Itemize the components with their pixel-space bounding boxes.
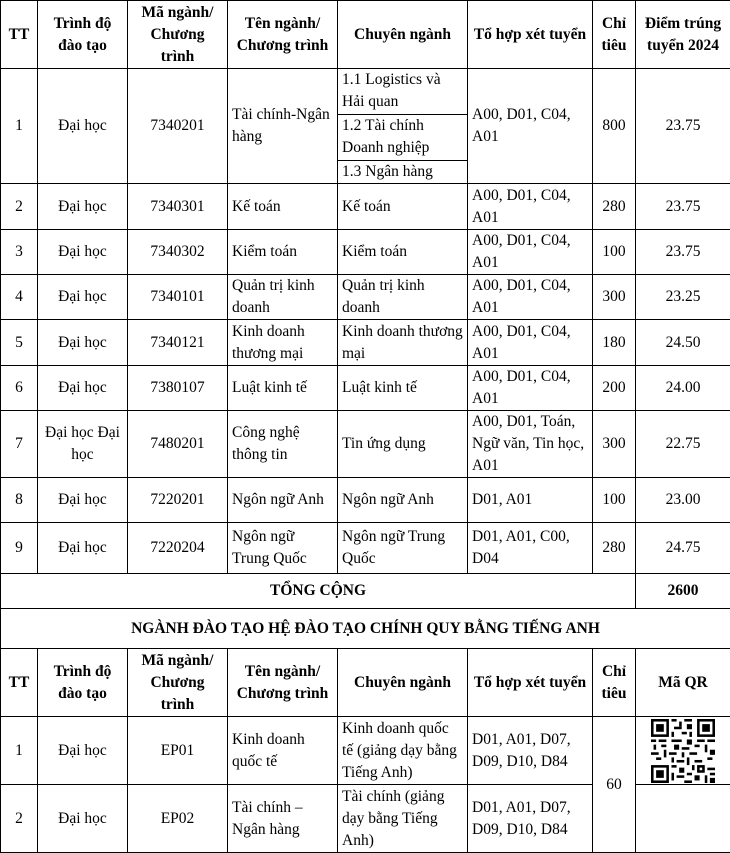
row-name: Kinh doanh quốc tế [228, 717, 338, 785]
row-tt: 5 [1, 320, 38, 366]
row-combo: A00, D01, Toán, Ngữ văn, Tin học, A01 [468, 411, 593, 478]
row-code: EP02 [128, 785, 228, 853]
table-row [1, 523, 730, 574]
row-name: Kinh doanh thương mại [228, 320, 338, 366]
table-row [1, 184, 730, 230]
header-spec: Chuyên ngành [338, 649, 468, 717]
row-level: Đại học [38, 717, 128, 785]
table-row [1, 69, 730, 184]
row-level: Đại học [38, 523, 128, 574]
row-combo: A00, D01, C04, A01 [468, 366, 593, 411]
row-score: 24.50 [636, 320, 730, 366]
row-spec: Tin ứng dụng [338, 411, 468, 478]
row-score: 23.75 [636, 184, 730, 230]
qr-cell-empty [636, 785, 730, 853]
table-row [1, 411, 730, 478]
row-code: 7340101 [128, 275, 228, 320]
row-score: 22.75 [636, 411, 730, 478]
row-quota: 300 [593, 411, 636, 478]
spec-item: 1.1 Logistics và Hải quan [338, 69, 467, 115]
header-level: Trình độ đào tạo [38, 1, 128, 69]
row-spec: Quản trị kinh doanh [338, 275, 468, 320]
row-tt: 2 [1, 785, 38, 853]
spec-item: 1.3 Ngân hàng [342, 163, 433, 180]
row-code: 7220204 [128, 523, 228, 574]
row-code: 7340201 [128, 69, 228, 184]
row-tt: 8 [1, 478, 38, 523]
total-value: 2600 [636, 574, 730, 609]
row-spec: Luật kinh tế [338, 366, 468, 411]
row-name: Quản trị kinh doanh [228, 275, 338, 320]
table-row [1, 478, 730, 523]
row-name: Kiểm toán [228, 230, 338, 275]
header-combo: Tổ hợp xét tuyển [468, 649, 593, 717]
header-code: Mã ngành/ Chương trình [128, 1, 228, 69]
row-quota: 280 [593, 184, 636, 230]
row-quota: 800 [593, 69, 636, 184]
row-tt: 1 [1, 717, 38, 785]
header-tt: TT [1, 1, 38, 69]
row-combo: A00, D01, C04, A01 [468, 230, 593, 275]
total-label: TỔNG CỘNG [1, 574, 636, 609]
header-tt: TT [1, 649, 38, 717]
row-code: 7220201 [128, 478, 228, 523]
row-quota: 180 [593, 320, 636, 366]
row-spec: Ngôn ngữ Anh [338, 478, 468, 523]
header-row-2 [1, 649, 730, 717]
row-level: Đại học [38, 785, 128, 853]
header-spec: Chuyên ngành [338, 1, 468, 69]
row-combo: D01, A01 [468, 478, 593, 523]
row-quota: 100 [593, 478, 636, 523]
row-combo: A00, D01, C04, A01 [468, 184, 593, 230]
row-score: 23.00 [636, 478, 730, 523]
section-title: NGÀNH ĐÀO TẠO HỆ ĐÀO TẠO CHÍNH QUY BẰNG TIẾNG ANH [1, 609, 730, 649]
row-name: Luật kinh tế [228, 366, 338, 411]
qr-code-icon[interactable] [651, 719, 715, 783]
row-name: Ngôn ngữ Anh [228, 478, 338, 523]
header-qr: Mã QR [636, 649, 730, 717]
row-level: Đại học [38, 366, 128, 411]
row-quota: 200 [593, 366, 636, 411]
header-level: Trình độ đào tạo [38, 649, 128, 717]
row-level: Đại học [38, 275, 128, 320]
section-title-row [1, 609, 730, 649]
spec-item: 1.2 Tài chính Doanh nghiệp [338, 115, 467, 161]
row-spec: Kiểm toán [338, 230, 468, 275]
row-name: Công nghệ thông tin [228, 411, 338, 478]
header-name: Tên ngành/ Chương trình [228, 1, 338, 69]
header-quota: Chỉ tiêu [593, 1, 636, 69]
row-quota: 60 [593, 717, 636, 853]
row-code: EP01 [128, 717, 228, 785]
header-combo: Tổ hợp xét tuyển [468, 1, 593, 69]
header-score: Điểm trúng tuyển 2024 [636, 1, 730, 69]
row-spec: Kinh doanh thương mại [338, 320, 468, 366]
row-quota: 280 [593, 523, 636, 574]
row-score: 23.25 [636, 275, 730, 320]
row-score: 23.75 [636, 69, 730, 184]
row-code: 7340302 [128, 230, 228, 275]
row-score: 23.75 [636, 230, 730, 275]
row-quota: 300 [593, 275, 636, 320]
row-tt: 7 [1, 411, 38, 478]
header-code: Mã ngành/ Chương trình [128, 649, 228, 717]
row-combo: A00, D01, C04, A01 [468, 275, 593, 320]
header-quota: Chỉ tiêu [593, 649, 636, 717]
row-name: Tài chính – Ngân hàng [228, 785, 338, 853]
row-code: 7380107 [128, 366, 228, 411]
header-row [1, 1, 730, 69]
row-tt: 1 [1, 69, 38, 184]
table-row [1, 230, 730, 275]
row-spec [338, 69, 468, 184]
row-level: Đại học Đại học [38, 411, 128, 478]
row-quota: 100 [593, 230, 636, 275]
table-row [1, 320, 730, 366]
row-score: 24.75 [636, 523, 730, 574]
row-tt: 3 [1, 230, 38, 275]
row-tt: 2 [1, 184, 38, 230]
row-score: 24.00 [636, 366, 730, 411]
row-combo: A00, D01, C04, A01 [468, 320, 593, 366]
row-name: Ngôn ngữ Trung Quốc [228, 523, 338, 574]
row-combo: D01, A01, D07, D09, D10, D84 [468, 785, 593, 853]
row-spec: Kinh doanh quốc tế (giảng dạy bằng Tiếng Anh) [338, 717, 468, 785]
table-row [1, 717, 730, 785]
header-name: Tên ngành/ Chương trình [228, 649, 338, 717]
row-name: Kế toán [228, 184, 338, 230]
table-row [1, 275, 730, 320]
row-spec: Tài chính (giảng dạy bằng Tiếng Anh) [338, 785, 468, 853]
row-combo: A00, D01, C04, A01 [468, 69, 593, 184]
row-level: Đại học [38, 69, 128, 184]
row-level: Đại học [38, 320, 128, 366]
row-code: 7340301 [128, 184, 228, 230]
row-tt: 9 [1, 523, 38, 574]
row-name: Tài chính-Ngân hàng [228, 69, 338, 184]
total-row [1, 574, 730, 609]
qr-cell [636, 717, 730, 785]
row-level: Đại học [38, 184, 128, 230]
row-tt: 4 [1, 275, 38, 320]
row-combo: D01, A01, D07, D09, D10, D84 [468, 717, 593, 785]
row-combo: D01, A01, C00, D04 [468, 523, 593, 574]
row-level: Đại học [38, 478, 128, 523]
row-code: 7340121 [128, 320, 228, 366]
row-spec: Kế toán [338, 184, 468, 230]
row-spec: Ngôn ngữ Trung Quốc [338, 523, 468, 574]
row-tt: 6 [1, 366, 38, 411]
row-code: 7480201 [128, 411, 228, 478]
row-level: Đại học [38, 230, 128, 275]
table-row [1, 366, 730, 411]
